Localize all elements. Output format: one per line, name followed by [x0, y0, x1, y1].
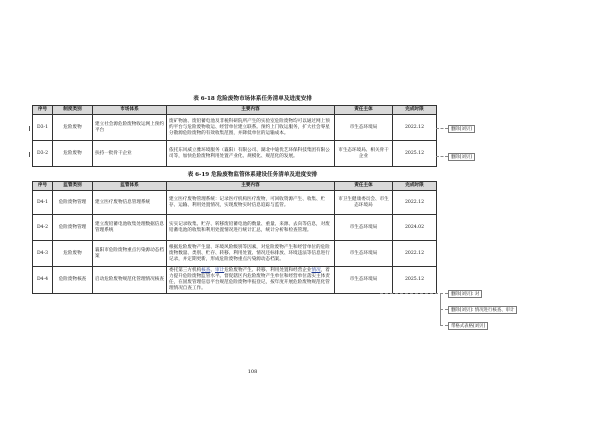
row-category: 危险废物 — [53, 141, 93, 167]
page-number: 108 — [247, 369, 258, 375]
row-id: D4-1 — [33, 191, 53, 215]
comment-leader-line — [440, 309, 441, 325]
header-index: 序号 — [33, 182, 53, 191]
comment-leader-line — [440, 325, 448, 326]
comment-leader-line — [436, 156, 448, 157]
table-caption-6-19: 表 6-19 危险废物监管体系建设任务清单及进度安排 — [187, 172, 318, 178]
row-system: 建立社会源危险废物收运网上预约平台 — [93, 115, 167, 141]
tracked-change-text: 情况 — [311, 268, 321, 273]
row-system: 扶持一批骨干企业 — [93, 141, 167, 167]
row-category: 危险废物核查 — [53, 267, 93, 294]
header-content: 主要内容 — [167, 106, 335, 115]
tracked-change-text: 审计 — [214, 268, 225, 273]
row-id: D3-2 — [33, 141, 53, 167]
row-content — [167, 267, 335, 294]
market-system-table — [32, 105, 437, 167]
revision-bar — [29, 152, 32, 157]
row-owner: 市生态环境局 — [335, 115, 393, 141]
comment-balloon[interactable]: 删除[刘贝]: 情况进行核查、审计 — [448, 306, 517, 314]
row-system: 建立废铅蓄电池收集处理数据信息管理系统 — [93, 215, 167, 241]
row-deadline: 2025.12 — [393, 267, 437, 294]
header-owner: 责任主体 — [335, 182, 393, 191]
row-owner: 市生态环境局、相关骨干企业 — [335, 141, 393, 167]
comment-balloon[interactable]: 带格式表格[刘贝] — [448, 322, 488, 330]
row-system: 建立医疗废物信息管理系统 — [93, 191, 167, 215]
header-deadline: 完成时限 — [393, 106, 437, 115]
row-system: 启动危险废物规范化管理情况核查 — [93, 267, 167, 294]
table-caption-6-18: 表 6-18 危险废物市场体系任务清单及进度安排 — [193, 96, 312, 102]
header-category: 监管类别 — [53, 182, 93, 191]
row-category: 危险废物管理 — [53, 191, 93, 215]
comment-balloon[interactable]: 删除[刘贝] — [448, 125, 475, 133]
row-deadline: 2025.12 — [393, 141, 437, 167]
row-owner: 市卫生健康委员会、市生态环境局 — [335, 191, 393, 215]
row-category: 危险废物 — [53, 115, 93, 141]
header-category: 制度类别 — [53, 106, 93, 115]
comment-leader-line — [436, 128, 448, 129]
table-header-row — [33, 182, 437, 191]
content-text: 、 — [210, 268, 215, 273]
row-deadline: 2022.12 — [393, 241, 437, 267]
content-text: ，着力提升危险废物监管水平。督促辖区内危险废物产生单位和经营单位落实主体责任，在固废管理信息平台规范危险废物申报登记，按年度开展危险废物规范化管理情况自查工作。 — [169, 268, 330, 291]
content-text: 委托第三方机构 — [169, 268, 202, 273]
row-owner: 市生态环境局 — [335, 267, 393, 294]
comment-leader-line — [440, 293, 441, 309]
header-owner: 责任主体 — [335, 106, 393, 115]
supervision-system-table — [32, 181, 437, 294]
row-owner: 市生态环境局 — [335, 215, 393, 241]
row-content: 根据危险废物产生量、环境风险级别等因素，对危险废物产生和经营单位的危险废物数量、类别、贮存、转移、利用处置、情况还标排放、环境违法等信息进行记录，并定期更新，形成危险废物重点污染源动态档案。 — [167, 241, 335, 267]
table-row — [33, 241, 437, 267]
table-row — [33, 215, 437, 241]
table-row — [33, 191, 437, 215]
row-deadline: 2022.12 — [393, 191, 437, 215]
row-owner: 市生态环境局 — [335, 241, 393, 267]
header-deadline: 完成时限 — [393, 182, 437, 191]
table-header-row — [33, 106, 437, 115]
header-content: 主要内容 — [167, 182, 335, 191]
table-row — [33, 115, 437, 141]
comment-leader-line — [440, 309, 448, 310]
header-system: 市场体系 — [93, 106, 167, 115]
row-category: 危险废物 — [53, 241, 93, 267]
row-content: 废矿物油、废铅蓄电池及非税科研院所产生的实验室危险废物均可以通过网上预约平台与危险废物收运、经营单位建立联系。预约上门收运服务，扩大社会零星分散源危险废物的有效收集范围，并降低单位的运输成本。 — [167, 115, 335, 141]
table-row — [33, 267, 437, 294]
comment-balloon[interactable]: 删除[刘贝] — [448, 153, 475, 161]
comment-leader-line — [380, 293, 448, 294]
row-deadline: 2022.12 — [393, 115, 437, 141]
row-id: D4-3 — [33, 241, 53, 267]
tracked-change-text: 核查 — [201, 268, 211, 273]
comment-balloon[interactable]: 删除[刘贝]: 对 — [448, 290, 482, 298]
row-deadline: 2024.02 — [393, 215, 437, 241]
row-category: 危险废物管理 — [53, 215, 93, 241]
row-content: 依托东风威立雅环境服务（襄阳）有限公司、湖北中迪优艺环保科技集团有限公司等，加快危险废物利用处置产业化、规模化、规范化的发展。 — [167, 141, 335, 167]
row-id: D4-4 — [33, 267, 53, 294]
header-system: 监管体系 — [93, 182, 167, 191]
header-index: 序号 — [33, 106, 53, 115]
table-row — [33, 141, 437, 167]
row-id: D4-2 — [33, 215, 53, 241]
revision-bar — [29, 126, 32, 131]
row-content: 建立医疗废物管理系统：记录医疗机构医疗废物，可回收资源产生、收集、贮存、运输、利用处置情况，实现废物实时信息追踪与监管。 — [167, 191, 335, 215]
content-text: 危险废物产生、转移、利用处置和经营企业 — [224, 268, 312, 273]
row-content: 实实记录收集、贮存、转移废铅蓄电池的数量、重量、来源、去向等信息，对废铅蓄电池的收集和利用处置情况进行统计汇总，统计分析和检查管理。 — [167, 215, 335, 241]
row-id: D3-1 — [33, 115, 53, 141]
row-system: 襄阳市危险废物重点污染源动态档案 — [93, 241, 167, 267]
